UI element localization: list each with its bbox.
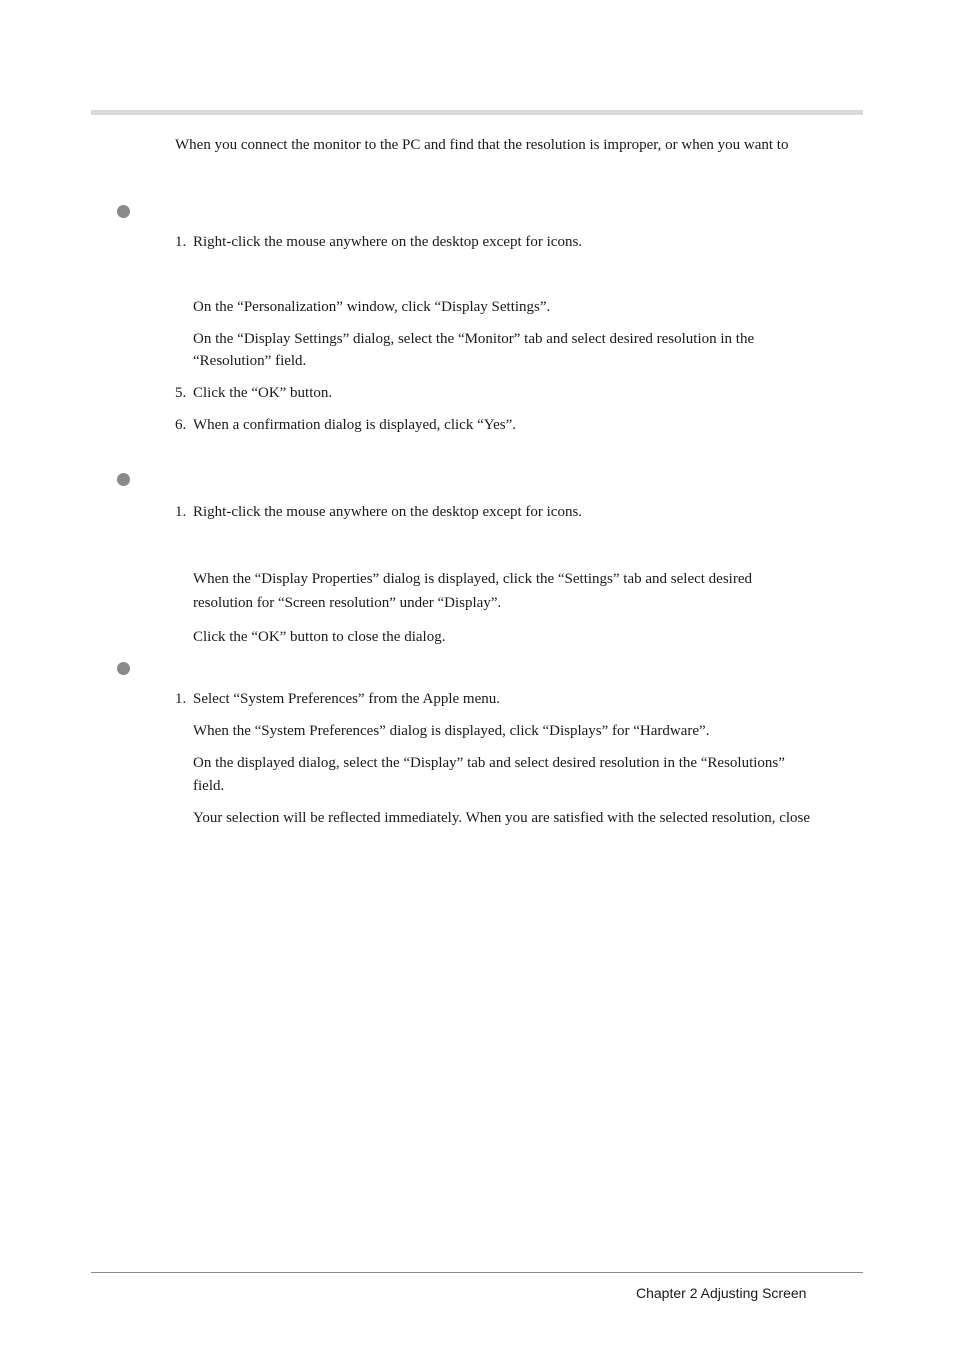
step-text: Click the “OK” button. [193,385,333,401]
step-text: Right-click the mouse anywhere on the desktop except for icons. [193,234,583,250]
step-number: 1. [175,504,187,520]
section-bullet-icon [117,662,130,675]
step-text: Right-click the mouse anywhere on the desktop except for icons. [193,504,583,520]
header-rule [91,110,863,115]
step-number: 6. [175,417,187,433]
footer-chapter-label: Chapter 2 Adjusting Screen [636,1285,807,1301]
intro-paragraph: When you connect the monitor to the PC and find that the resolution is improper, or when you want to [175,137,789,153]
step-text: field. [193,778,225,794]
step-text: Your selection will be reflected immediately. When you are satisfied with the selected resolution, close [193,810,811,826]
step-text: On the displayed dialog, select the “Display” tab and select desired resolution in the “Resolutions” [193,755,785,771]
step-number: 1. [175,234,187,250]
step-text: “Resolution” field. [193,353,307,369]
step-text: When the “Display Properties” dialog is displayed, click the “Settings” tab and select desired [193,571,752,587]
section-bullet-icon [117,205,130,218]
footer-rule [91,1272,863,1273]
step-text: When the “System Preferences” dialog is displayed, click “Displays” for “Hardware”. [193,723,710,739]
step-number: 1. [175,691,187,707]
step-text: resolution for “Screen resolution” under “Display”. [193,595,502,611]
step-text: On the “Display Settings” dialog, select the “Monitor” tab and select desired resolution in the [193,331,755,347]
step-text: When a confirmation dialog is displayed, click “Yes”. [193,417,516,433]
step-text: Select “System Preferences” from the Apple menu. [193,691,500,707]
step-text: On the “Personalization” window, click “Display Settings”. [193,299,551,315]
step-text: Click the “OK” button to close the dialog. [193,629,446,645]
step-number: 5. [175,385,187,401]
section-bullet-icon [117,473,130,486]
